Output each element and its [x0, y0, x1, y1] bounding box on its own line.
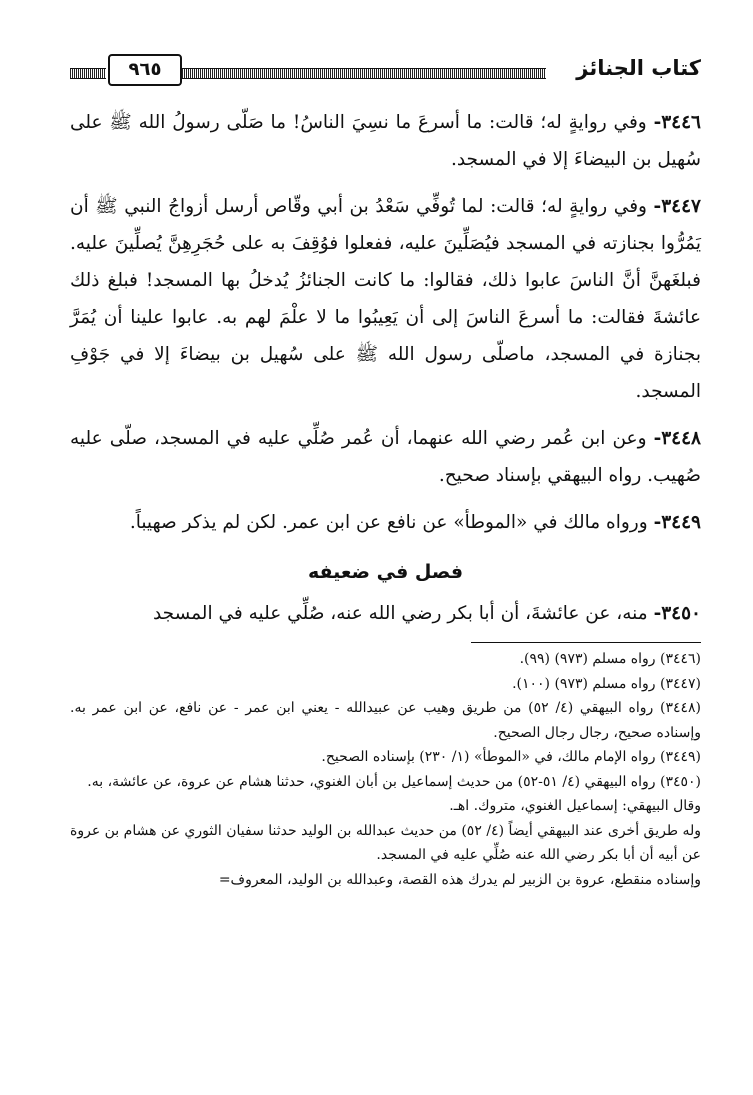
hadith-3448 — [70, 420, 701, 494]
hadith-3447 — [70, 188, 701, 410]
hadith-text: منه، عن عائشةَ، أن أبا بكر رضي الله عنه، صُلِّي عليه في المسجد — [152, 603, 648, 624]
footnote-3447: (٣٤٤٧) رواه مسلم (٩٧٣) (١٠٠). — [512, 675, 701, 692]
hadith-text: ورواه مالك في «الموطأ» عن نافع عن ابن عمر. لكن لم يذكر صهيباً. — [129, 512, 648, 533]
chapter-title: كتاب الجنائز — [576, 56, 701, 80]
hadith-3449 — [70, 504, 701, 541]
main-text — [70, 104, 701, 632]
hadith-3446 — [70, 104, 701, 178]
footnote-3449: (٣٤٤٩) رواه الإمام مالك، في «الموطأ» (١/ ٢٣٠) بإسناده الصحيح. — [321, 749, 701, 765]
hadith-number: ٣٤٤٨- — [653, 428, 701, 449]
footnote-3448: (٣٤٤٨) رواه البيهقي (٤/ ٥٢) من طريق وهيب عن عبيدالله - يعني ابن عمر - عن نافع، عن ابن عمر به. وإسناده صحيح، رجال رجال الصحيح. — [70, 700, 701, 741]
section-heading: فصل في ضعيفه — [307, 561, 464, 583]
hadith-number: ٣٤٤٧- — [653, 196, 701, 217]
footnotes — [70, 647, 701, 892]
hadith-text: وفي روايةٍ له؛ قالت: ما أسرعَ ما نسِيَ الناسُ! ما صَلّى رسولُ الله ﷺ على سُهيل بن البيضاءَ إلا في المسجد. — [70, 112, 701, 170]
footnote-3450-isnad: وإسناده منقطع، عروة بن الزبير لم يدرك هذه القصة، وعبدالله بن الوليد، المعروف= — [218, 871, 701, 888]
footnote-3450: (٣٤٥٠) رواه البيهقي (٤/ ٥١-٥٢) من حديث إسماعيل بن أبان الغنوي، حدثنا هشام عن عروة، عن عائشة، به. — [87, 773, 701, 790]
hadith-number: ٣٤٤٦- — [653, 112, 701, 133]
hadith-number: ٣٤٥٠- — [653, 603, 701, 624]
header-rule-left — [70, 68, 106, 79]
footnote-3446: (٣٤٤٦) رواه مسلم (٩٧٣) (٩٩). — [519, 651, 701, 667]
footnote-3450-route: وله طريق أخرى عند البيهقي أيضاً (٤/ ٥٢) من حديث عبدالله بن الوليد حدثنا سفيان الثوري عن هشام بن عروة عن أبيه أن أبا بكر رضي الله عنه صُلِّي عليه في المسجد. — [70, 822, 702, 863]
hadith-number: ٣٤٤٩- — [653, 512, 701, 533]
hadith-text: وعن ابن عُمر رضي الله عنهما، أن عُمر صُلِّي عليه في المسجد، صلّى عليه صُهيب. رواه البيهقي بإسناد صحيح. — [70, 428, 701, 486]
page-number: ٩٦٥ — [108, 54, 182, 86]
running-header — [70, 50, 701, 90]
hadith-3450 — [70, 595, 701, 632]
book-page — [70, 50, 701, 1075]
header-rule — [180, 68, 546, 79]
footnote-separator — [471, 642, 701, 643]
hadith-text: وفي روايةٍ له؛ قالت: لما تُوفِّي سَعْدُ بن أبي وقّاص أرسل أزواجُ النبي ﷺ أن يَمُرُّوا بجنازته في المسجد فيُصَلِّينَ عليه، ففعلوا فوُقِفَ به على حُجَرِهِنَّ يُصلِّينَ عليه. فبلغَهنَّ أنَّ الناسَ عابوا ذلك، فقالوا: ما كانت الجنائزُ يُدخلُ بها المسجد! فبلغ ذلك عائشةَ فقالت: ما أسرعَ الناسَ إلى أن يَعِيبُوا ما لا علْمَ لهم به. عابوا علينا أن يُمَرَّ بجنازة في المسجد، ماصلّى رسول الله ﷺ على سُهيل بن بيضاءَ إلا في جَوْفِ المسجد. — [70, 196, 701, 402]
footnote-3450-note: وقال البيهقي: إسماعيل الغنوي، متروك. اهـ. — [449, 798, 701, 814]
